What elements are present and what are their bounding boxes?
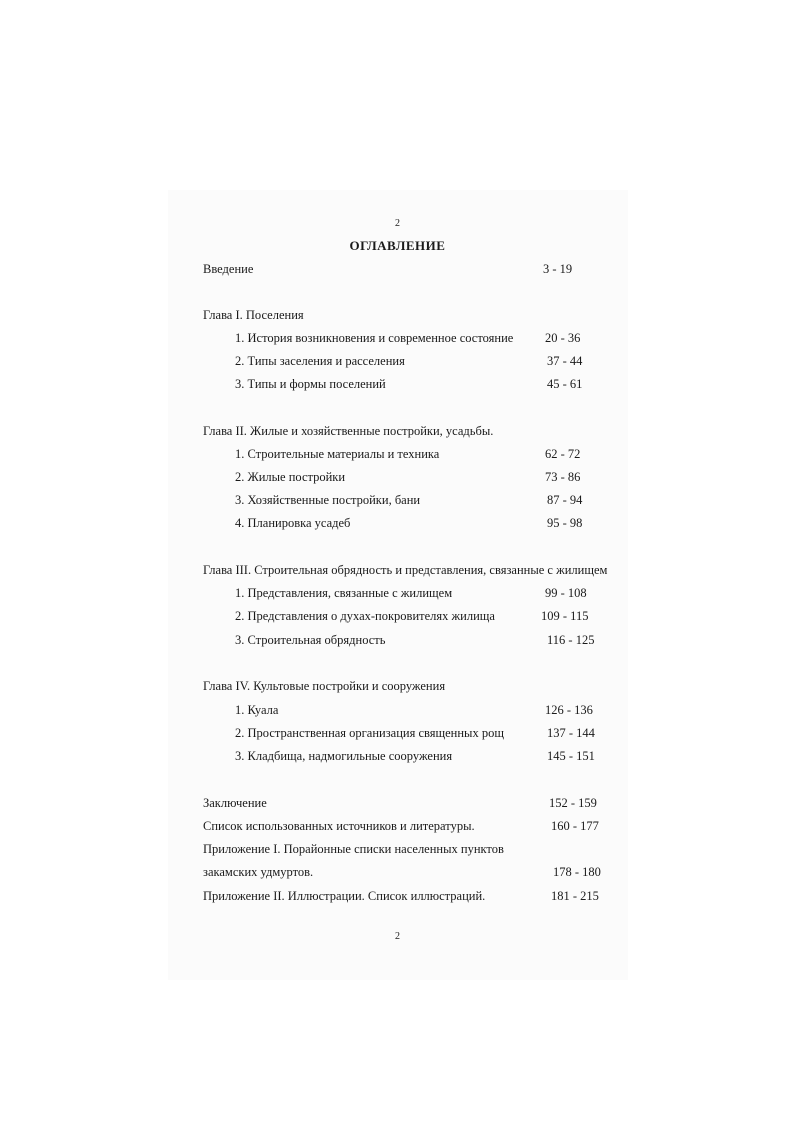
page-number-top: 2	[395, 218, 400, 229]
chapter-2-item-2-pages: 73 - 86	[545, 470, 581, 484]
toc-intro-label: Введение	[203, 262, 254, 276]
chapter-2-item-3-pages: 87 - 94	[547, 493, 583, 507]
chapter-1-item-1-label: 1. История возникновения и современное состояние	[235, 331, 514, 345]
chapter-3-item-2-pages: 109 - 115	[541, 609, 589, 623]
chapter-1-item-2-pages: 37 - 44	[547, 354, 583, 368]
toc-appendix-2-pages: 181 - 215	[551, 889, 599, 903]
chapter-2-item-3-label: 3. Хозяйственные постройки, бани	[235, 493, 421, 507]
chapter-4-item-2-label: 2. Пространственная организация священных рощ	[235, 726, 504, 740]
page-number-bottom: 2	[395, 931, 400, 942]
chapter-1-title: Глава I. Поселения	[203, 308, 304, 322]
toc-appendix-1-pages: 178 - 180	[553, 865, 601, 879]
toc-intro-pages: 3 - 19	[543, 262, 573, 276]
chapter-4-item-3-label: 3. Кладбища, надмогильные сооружения	[235, 749, 453, 763]
chapter-2-item-1-pages: 62 - 72	[545, 447, 581, 461]
toc-appendix-1-label-line1: Приложение I. Порайонные списки населенных пунктов	[203, 842, 504, 856]
chapter-3-item-2-label: 2. Представления о духах-покровителях жилища	[235, 609, 495, 623]
chapter-2-item-2-label: 2. Жилые постройки	[235, 470, 346, 484]
chapter-4-item-1-label: 1. Куала	[235, 703, 279, 717]
toc-appendix-1-label-line2: закамских удмуртов.	[203, 865, 314, 879]
chapter-2-item-1-label: 1. Строительные материалы и техника	[235, 447, 440, 461]
chapter-4-item-2-pages: 137 - 144	[547, 726, 595, 740]
chapter-3-title: Глава III. Строительная обрядность и представления, связанные с жилищем	[203, 563, 608, 577]
chapter-2-item-4-label: 4. Планировка усадеб	[235, 516, 351, 530]
chapter-1-item-2-label: 2. Типы заселения и расселения	[235, 354, 405, 368]
chapter-3-item-3-pages: 116 - 125	[547, 633, 595, 647]
chapter-2-title: Глава II. Жилые и хозяйственные постройки, усадьбы.	[203, 424, 494, 438]
chapter-4-title: Глава IV. Культовые постройки и сооружения	[203, 679, 446, 693]
chapter-1-item-1-pages: 20 - 36	[545, 331, 581, 345]
chapter-4-item-3-pages: 145 - 151	[547, 749, 595, 763]
chapter-3-item-1-pages: 99 - 108	[545, 586, 587, 600]
chapter-1-item-3-pages: 45 - 61	[547, 377, 583, 391]
chapter-3-item-3-label: 3. Строительная обрядность	[235, 633, 386, 647]
toc-conclusion-pages: 152 - 159	[549, 796, 597, 810]
chapter-4-item-1-pages: 126 - 136	[545, 703, 593, 717]
page-title: ОГЛАВЛЕНИЕ	[349, 238, 446, 253]
toc-conclusion-label: Заключение	[203, 796, 267, 810]
chapter-1-item-3-label: 3. Типы и формы поселений	[235, 377, 386, 391]
toc-appendix-2-label: Приложение II. Иллюстрации. Список иллюстраций.	[203, 889, 486, 903]
toc-sources-label: Список использованных источников и литературы.	[203, 819, 475, 833]
chapter-3-item-1-label: 1. Представления, связанные с жилищем	[235, 586, 453, 600]
chapter-2-item-4-pages: 95 - 98	[547, 516, 583, 530]
toc-sources-pages: 160 - 177	[551, 819, 599, 833]
